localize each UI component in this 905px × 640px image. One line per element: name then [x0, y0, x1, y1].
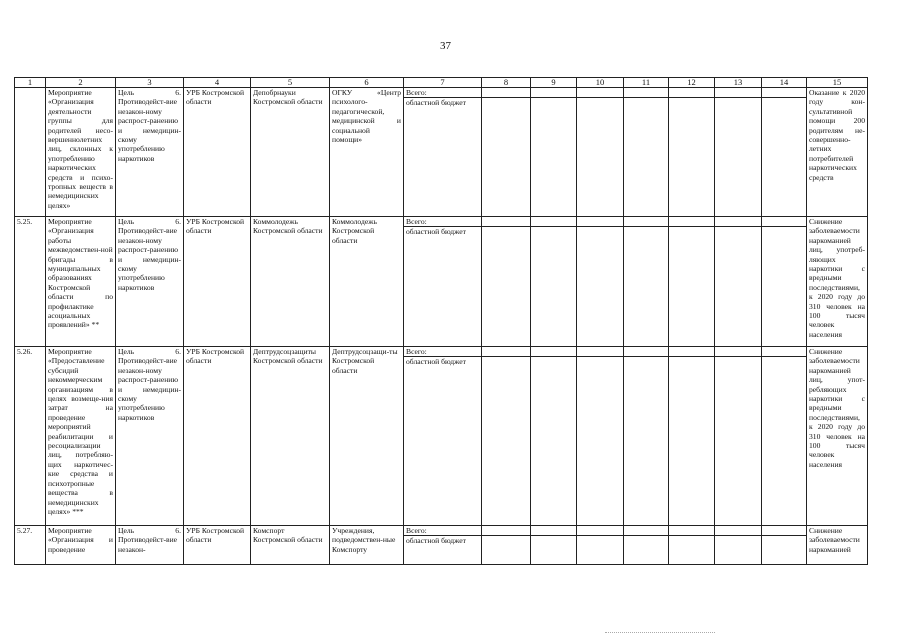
col-header: 12 — [669, 78, 715, 88]
row-number: 5.27. — [15, 526, 46, 565]
department-cell: Комспорт Костромской области — [251, 526, 330, 565]
amount-cell — [669, 347, 715, 526]
department-cell: Коммолодежь Костромской области — [251, 217, 330, 347]
amount-cell — [715, 347, 762, 526]
amount-cell — [762, 526, 807, 565]
urb-cell: УРБ Костромской области — [184, 217, 251, 347]
department-cell: Депобрнауки Костромской области — [251, 88, 330, 217]
department-cell: Дептрудсоцзащиты Костромской области — [251, 347, 330, 526]
amount-cell — [482, 526, 531, 565]
funding-cell — [404, 217, 482, 347]
amount-cell — [624, 347, 669, 526]
event-name: Мероприятие «Организация работы межведомствен-ной бригады в муниципальных образованиях Костромской области по профилактике асоциальных проявлений» ** — [46, 217, 116, 347]
result-cell: Снижение заболеваемости наркоманией — [807, 526, 868, 565]
col-header: 14 — [762, 78, 807, 88]
goal-cell: Цель 6. Противодейст-вие незакон- — [116, 526, 184, 565]
amount-cell — [715, 217, 762, 347]
funding-source: областной бюджет — [404, 226, 481, 236]
amount-cell — [715, 526, 762, 565]
amount-cell — [531, 88, 577, 217]
result-cell: Снижение заболеваемости наркоманией лиц, упот-ребляющих наркотики с вредными последствиями, к 2020 году до 310 человек на 100 тысяч человек населения — [807, 347, 868, 526]
table-row — [15, 217, 868, 347]
amount-cell — [577, 217, 624, 347]
funding-source: областной бюджет — [404, 535, 481, 545]
col-header: 3 — [116, 78, 184, 88]
event-name: Мероприятие «Организация и проведение — [46, 526, 116, 565]
amount-cell — [482, 88, 531, 217]
amount-cell — [669, 217, 715, 347]
amount-cell — [715, 88, 762, 217]
col-header: 8 — [482, 78, 531, 88]
amount-cell — [624, 88, 669, 217]
col-header: 4 — [184, 78, 251, 88]
amount-cell — [577, 526, 624, 565]
goal-cell: Цель 6. Противодейст-вие незакон-ному распрост-ранению и немедицин-скому употреблению наркотиков — [116, 347, 184, 526]
result-cell: Оказание к 2020 году кон-сультативной помощи 200 родителям не-совершенно-летних потребителей наркотических средств — [807, 88, 868, 217]
col-header: 6 — [330, 78, 404, 88]
amount-cell — [624, 217, 669, 347]
table-row — [15, 526, 868, 565]
row-number: 5.25. — [15, 217, 46, 347]
amount-cell — [669, 88, 715, 217]
amount-cell — [577, 347, 624, 526]
executor-cell: Коммолодежь Костромской области — [330, 217, 404, 347]
amount-cell — [762, 347, 807, 526]
amount-cell — [482, 347, 531, 526]
funding-cell — [404, 526, 482, 565]
funding-source: областной бюджет — [404, 97, 481, 107]
col-header: 11 — [624, 78, 669, 88]
funding-cell — [404, 347, 482, 526]
table-row — [15, 347, 868, 526]
amount-cell — [531, 526, 577, 565]
amount-cell — [762, 217, 807, 347]
funding-total: Всего: — [406, 526, 427, 535]
event-name: Мероприятие «Организация деятельности группы для родителей несо-вершеннолетних лиц, склонных к употреблению наркотических средств и психо-тропных веществ в немедицинских целях» — [46, 88, 116, 217]
executor-cell: Учреждения, подведомствен-ные Комспорту — [330, 526, 404, 565]
funding-total: Всего: — [406, 217, 427, 226]
col-header: 7 — [404, 78, 482, 88]
amount-cell — [762, 88, 807, 217]
amount-cell — [482, 217, 531, 347]
table-row — [15, 88, 868, 217]
urb-cell: УРБ Костромской области — [184, 347, 251, 526]
col-header: 5 — [251, 78, 330, 88]
amount-cell — [531, 217, 577, 347]
urb-cell: УРБ Костромской области — [184, 88, 251, 217]
col-header: 13 — [715, 78, 762, 88]
col-header: 1 — [15, 78, 46, 88]
row-number: 5.26. — [15, 347, 46, 526]
amount-cell — [577, 88, 624, 217]
amount-cell — [624, 526, 669, 565]
scan-artifact — [605, 632, 715, 636]
event-name: Мероприятие «Предоставление субсидий некоммерческим организациям в целях возмеще-ния затрат на проведение мероприятий реабилитации и ресоциализации лиц, потребляю-щих наркотичес-кие средства и психотропные вещества в немедицинских целях» *** — [46, 347, 116, 526]
amount-cell — [669, 526, 715, 565]
amount-cell — [531, 347, 577, 526]
column-number-row — [15, 78, 868, 88]
program-activities-table — [14, 77, 868, 565]
col-header: 9 — [531, 78, 577, 88]
col-header: 15 — [807, 78, 868, 88]
goal-cell: Цель 6. Противодейст-вие незакон-ному распрост-ранению и немедицин-скому употреблению наркотиков — [116, 217, 184, 347]
funding-total: Всего: — [406, 88, 427, 97]
col-header: 2 — [46, 78, 116, 88]
result-cell: Снижение заболеваемости наркоманией лиц, употреб-ляющих наркотики с вредными последствиями, к 2020 году до 310 человек на 100 тысяч человек населения — [807, 217, 868, 347]
urb-cell: УРБ Костромской области — [184, 526, 251, 565]
funding-total: Всего: — [406, 347, 427, 356]
funding-cell — [404, 88, 482, 217]
executor-cell: ОГКУ «Центр психолого-педагогической, медицинской и социальной помощи» — [330, 88, 404, 217]
row-number — [15, 88, 46, 217]
goal-cell: Цель 6. Противодейст-вие незакон-ному распрост-ранению и немедицин-скому употреблению наркотиков — [116, 88, 184, 217]
funding-source: областной бюджет — [404, 356, 481, 366]
executor-cell: Дептрудсоцзащи-ты Костромской области — [330, 347, 404, 526]
page-number: 37 — [440, 40, 451, 52]
col-header: 10 — [577, 78, 624, 88]
